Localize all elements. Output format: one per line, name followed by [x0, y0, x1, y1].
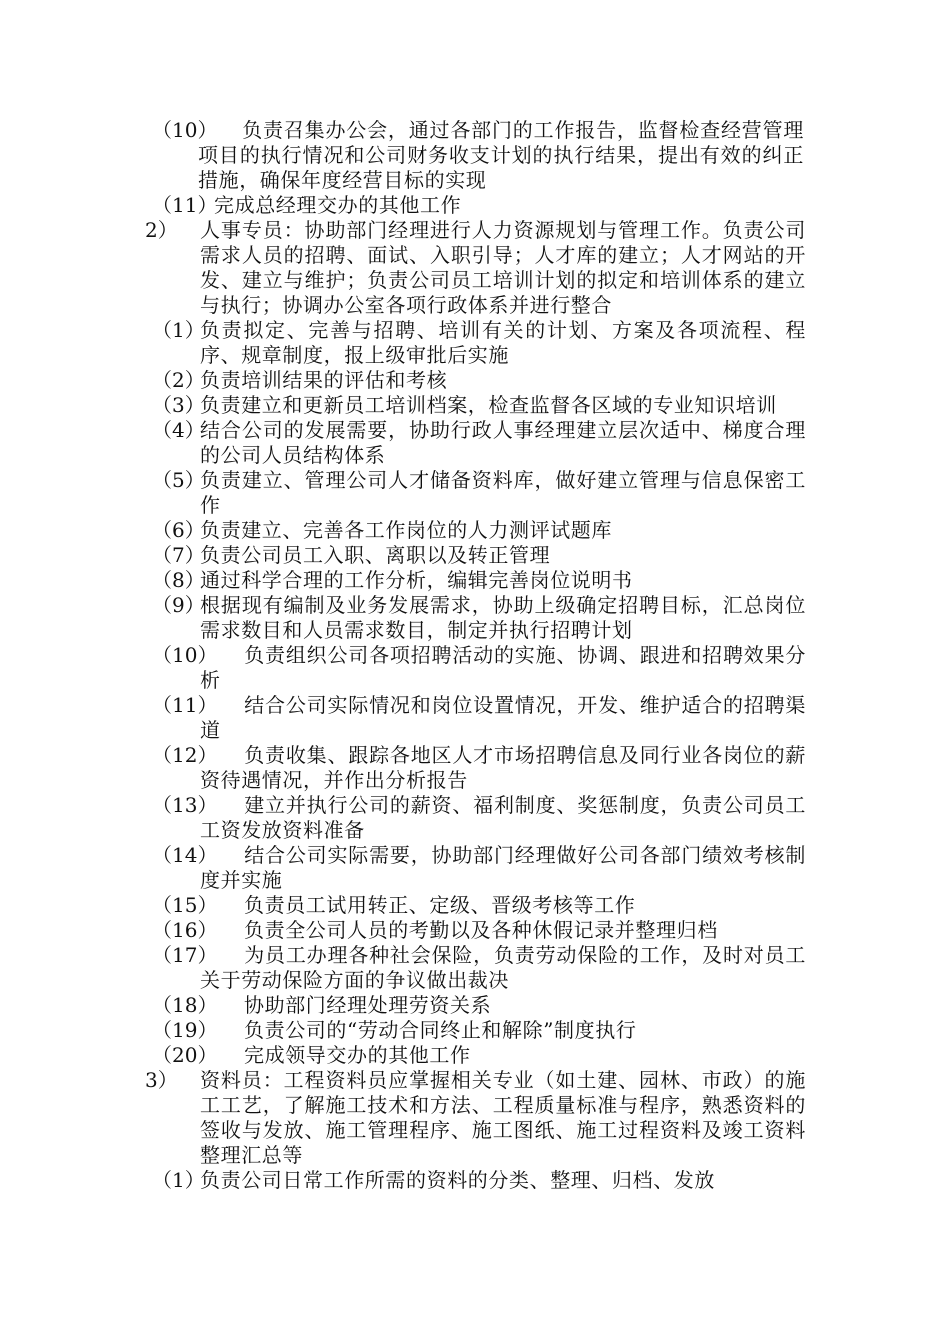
list-item: [152, 368, 950, 393]
list-item: [152, 1018, 950, 1043]
item-text-content: 负责召集办公会，通过各部门的工作报告，监督检查经营管理项目的执行情况和公司财务收支计划的执行结果，提出有效的纠正措施，确保年度经营目标的实现: [198, 118, 804, 192]
item-number: （6）: [152, 518, 205, 542]
item-text: [200, 993, 806, 1018]
list-item: [152, 693, 950, 743]
section-text: 人事专员：协助部门经理进行人力资源规划与管理工作。负责公司需求人员的招聘、面试、入职引导；人才库的建立；人才网站的开发、建立与维护；负责公司员工培训计划的拟定和培训体系的建立与执行；协调办公室各项行政体系并进行整合: [200, 218, 806, 317]
item-number: （10）: [152, 118, 218, 142]
list-item: [152, 743, 950, 793]
item-number: （16）: [152, 918, 218, 942]
list-item: [152, 393, 950, 418]
section-heading-item: [145, 218, 950, 318]
item-text-content: 负责收集、跟踪各地区人才市场招聘信息及同行业各岗位的薪资待遇情况，并作出分析报告: [200, 743, 806, 792]
item-number: （12）: [152, 743, 218, 767]
item-text-content: 建立并执行公司的薪资、福利制度、奖惩制度，负责公司员工工资发放资料准备: [200, 793, 806, 842]
item-text: 结合公司的发展需要，协助行政人事经理建立层次适中、梯度合理的公司人员结构体系: [200, 418, 806, 467]
item-text: 负责建立、完善各工作岗位的人力测评试题库: [200, 518, 612, 542]
item-number: （11）: [152, 193, 218, 217]
item-text: [200, 1043, 806, 1068]
item-text: [200, 743, 806, 793]
item-text: [200, 793, 806, 843]
item-text: 完成总经理交办的其他工作: [214, 193, 462, 217]
item-number: （4）: [152, 418, 205, 442]
item-text: [200, 893, 806, 918]
item-number: （18）: [152, 993, 218, 1017]
item-text: 通过科学合理的工作分析，编辑完善岗位说明书: [200, 568, 633, 592]
item-text: 根据现有编制及业务发展需求，协助上级确定招聘目标，汇总岗位需求数目和人员需求数目，制定并执行招聘计划: [200, 593, 806, 642]
list-item: [152, 568, 950, 593]
item-number: （11）: [152, 693, 218, 717]
item-text: [200, 943, 806, 993]
item-number: （10）: [152, 643, 218, 667]
item-number: （8）: [152, 568, 205, 592]
list-item: [152, 993, 950, 1018]
list-item: [152, 593, 950, 643]
section-number: 3）: [145, 1068, 178, 1092]
list-item: [152, 468, 950, 518]
list-item: [152, 1168, 950, 1193]
item-text: [200, 643, 806, 693]
item-number: （17）: [152, 943, 218, 967]
list-item: [152, 643, 950, 693]
item-number: （1）: [152, 1168, 205, 1192]
item-text-content: 协助部门经理处理劳资关系: [244, 993, 492, 1017]
list-item: [152, 118, 950, 193]
list-item: [152, 318, 950, 368]
item-text-content: 负责组织公司各项招聘活动的实施、协调、跟进和招聘效果分析: [200, 643, 806, 692]
list-item: [152, 193, 950, 218]
item-number: （2）: [152, 368, 205, 392]
item-text: 负责公司日常工作所需的资料的分类、整理、归档、发放: [200, 1168, 715, 1192]
item-text-content: 负责员工试用转正、定级、晋级考核等工作: [244, 893, 636, 917]
list-item: [152, 943, 950, 993]
item-text-content: 完成领导交办的其他工作: [244, 1043, 471, 1067]
item-text: [200, 918, 806, 943]
item-number: （7）: [152, 543, 205, 567]
item-number: （1）: [152, 318, 205, 342]
item-text: 负责建立、管理公司人才储备资料库，做好建立管理与信息保密工作: [200, 468, 806, 517]
item-number: （19）: [152, 1018, 218, 1042]
list-item: [152, 893, 950, 918]
item-text: [200, 1018, 806, 1043]
item-number: （15）: [152, 893, 218, 917]
item-text-content: 为员工办理各种社会保险，负责劳动保险的工作，及时对员工关于劳动保险方面的争议做出裁决: [200, 943, 806, 992]
item-text: 负责建立和更新员工培训档案，检查监督各区域的专业知识培训: [200, 393, 777, 417]
list-item: [152, 793, 950, 843]
list-item: [152, 843, 950, 893]
item-text-content: 负责公司的“劳动合同终止和解除”制度执行: [244, 1018, 637, 1042]
item-number: （13）: [152, 793, 218, 817]
item-text: [198, 118, 804, 193]
section-text: 资料员：工程资料员应掌握相关专业（如土建、园林、市政）的施工工艺，了解施工技术和方法、工程质量标准与程序，熟悉资料的签收与发放、施工管理程序、施工图纸、施工过程资料及竣工资料整理汇总等: [200, 1068, 806, 1167]
item-text-content: 负责全公司人员的考勤以及各种休假记录并整理归档: [244, 918, 718, 942]
list-item: [152, 518, 950, 543]
item-number: （5）: [152, 468, 205, 492]
section-number: 2）: [145, 218, 178, 242]
item-text: [200, 843, 806, 893]
list-item: [152, 918, 950, 943]
section-heading-item: [145, 1068, 950, 1168]
item-number: （3）: [152, 393, 205, 417]
list-item: [152, 1043, 950, 1068]
list-item: [152, 543, 950, 568]
item-number: （20）: [152, 1043, 218, 1067]
item-number: （9）: [152, 593, 205, 617]
document-body: [0, 118, 950, 1193]
item-text: 负责培训结果的评估和考核: [200, 368, 448, 392]
item-text-content: 结合公司实际情况和岗位设置情况，开发、维护适合的招聘渠道: [200, 693, 806, 742]
item-text: 负责公司员工入职、离职以及转正管理: [200, 543, 551, 567]
item-number: （14）: [152, 843, 218, 867]
item-text: 负责拟定、完善与招聘、培训有关的计划、方案及各项流程、程序、规章制度，报上级审批后实施: [200, 318, 806, 367]
item-text-content: 结合公司实际需要，协助部门经理做好公司各部门绩效考核制度并实施: [200, 843, 806, 892]
item-text: [200, 693, 806, 743]
list-item: [152, 418, 950, 468]
